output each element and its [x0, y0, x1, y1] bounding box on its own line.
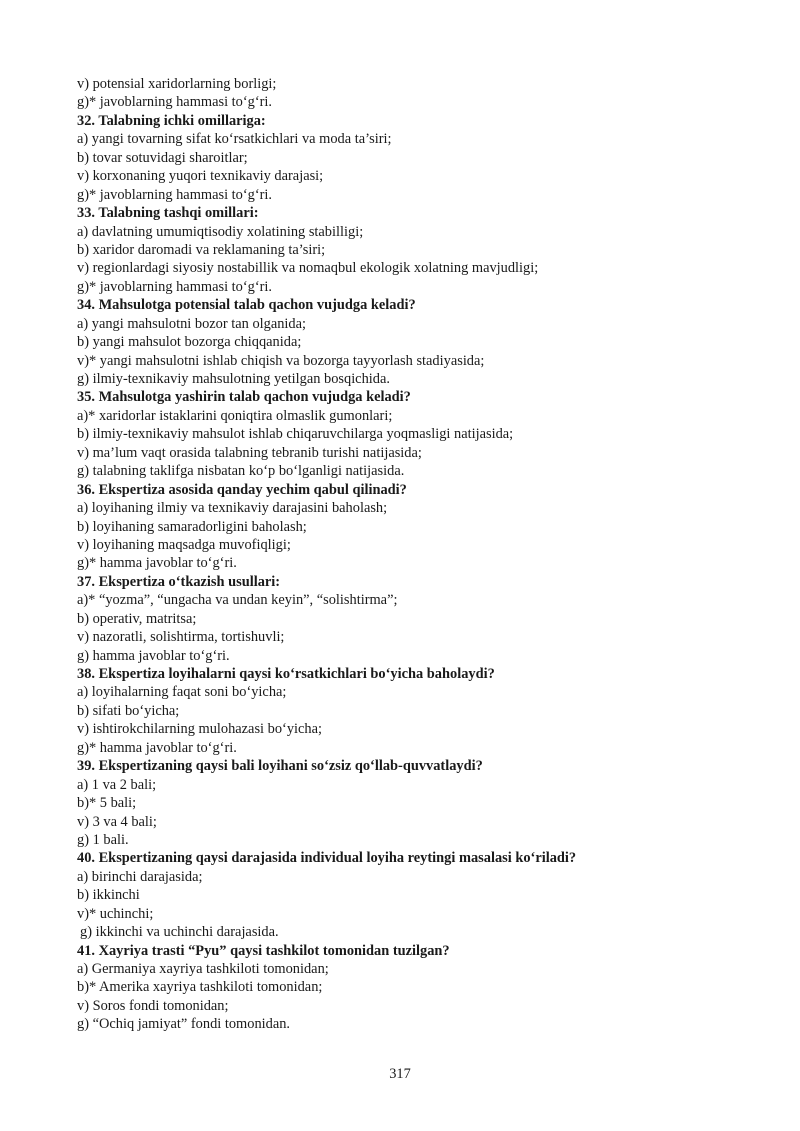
question-heading: 38. Ekspertiza loyihalarni qaysi ko‘rsatkichlari bo‘yicha baholaydi? — [77, 666, 495, 682]
question-heading: 35. Mahsulotga yashirin talab qachon vujudga keladi? — [77, 389, 411, 406]
answer-option: v)* uchinchi; — [77, 905, 154, 922]
answer-option: b)* 5 bali; — [77, 795, 137, 812]
answer-option: v) korxonaning yuqori texnikaviy darajasi; — [77, 168, 324, 185]
page-number: 317 — [389, 1066, 411, 1082]
answer-option: g) hamma javoblar to‘g‘ri. — [77, 647, 230, 664]
answer-option: v) potensial xaridorlarning borligi; — [77, 76, 277, 92]
answer-option: g)* hamma javoblar to‘g‘ri. — [77, 739, 237, 756]
answer-option: g)* javoblarning hammasi to‘g‘ri. — [77, 94, 273, 111]
answer-option: g) ikkinchi va uchinchi darajasida. — [80, 924, 279, 941]
answer-option: a) davlatning umumiqtisodiy xolatining stabilligi; — [77, 223, 364, 240]
answer-option: b) tovar sotuvidagi sharoitlar; — [77, 149, 248, 166]
question-heading: 40. Ekspertizaning qaysi darajasida individual loyiha reytingi masalasi ko‘riladi? — [77, 850, 577, 867]
answer-option: a) birinchi darajasida; — [77, 868, 203, 885]
document-page — [77, 75, 757, 1034]
answer-option: v) Soros fondi tomonidan; — [77, 997, 229, 1014]
question-heading: 36. Ekspertiza asosida qanday yechim qabul qilinadi? — [77, 481, 407, 498]
answer-option: v) ishtirokchilarning mulohazasi bo‘yicha; — [77, 721, 322, 738]
answer-option: b)* Amerika xayriya tashkiloti tomonidan; — [77, 979, 323, 996]
answer-option: g)* javoblarning hammasi to‘g‘ri. — [77, 278, 273, 295]
question-heading: 33. Talabning tashqi omillari: — [77, 205, 259, 222]
answer-option: g) 1 bali. — [77, 831, 129, 848]
answer-option: a) 1 va 2 bali; — [77, 776, 157, 793]
answer-option: b) operativ, matritsa; — [77, 610, 197, 627]
answer-option: v) regionlardagi siyosiy nostabillik va nomaqbul ekologik xolatning mavjudligi; — [77, 260, 539, 277]
answer-option: b) xaridor daromadi va reklamaning ta’siri; — [77, 241, 326, 258]
answer-option: b) ikkinchi — [77, 887, 140, 904]
answer-option: v) loyihaning maqsadga muvofiqligi; — [77, 536, 291, 553]
question-heading: 41. Xayriya trasti “Pyu” qaysi tashkilot tomonidan tuzilgan? — [77, 942, 450, 959]
answer-option: b) yangi mahsulot bozorga chiqqanida; — [77, 334, 302, 351]
answer-option: a) yangi mahsulotni bozor tan olganida; — [77, 315, 306, 332]
answer-option: v) 3 va 4 bali; — [77, 813, 157, 830]
answer-option: a) Germaniya xayriya tashkiloti tomonidan; — [77, 961, 329, 977]
answer-option: g) ilmiy-texnikaviy mahsulotning yetilgan bosqichida. — [77, 371, 390, 387]
answer-option: v) nazoratli, solishtirma, tortishuvli; — [77, 629, 285, 646]
answer-option: b) ilmiy-texnikaviy mahsulot ishlab chiqaruvchilarga yoqmasligi natijasida; — [77, 426, 514, 443]
question-heading: 34. Mahsulotga potensial talab qachon vujudga keladi? — [77, 297, 416, 314]
document-body — [77, 75, 757, 1034]
answer-option: a) loyihaning ilmiy va texnikaviy darajasini baholash; — [77, 500, 388, 517]
answer-option: b) loyihaning samaradorligini baholash; — [77, 518, 307, 535]
answer-option: a) yangi tovarning sifat ko‘rsatkichlari va moda ta’siri; — [77, 131, 392, 148]
answer-option: v) ma’lum vaqt orasida talabning tebranib turishi natijasida; — [77, 444, 422, 461]
answer-option: v)* yangi mahsulotni ishlab chiqish va bozorga tayyorlash stadiyasida; — [77, 352, 485, 369]
answer-option: g)* javoblarning hammasi to‘g‘ri. — [77, 186, 273, 203]
answer-option: a)* xaridorlar istaklarini qoniqtira olmaslik gumonlari; — [77, 407, 393, 424]
question-heading: 32. Talabning ichki omillariga: — [77, 112, 266, 129]
answer-option: g) talabning taklifga nisbatan ko‘p bo‘lganligi natijasida. — [77, 463, 405, 480]
answer-option: a)* “yozma”, “ungacha va undan keyin”, “solishtirma”; — [77, 592, 398, 609]
answer-option: a) loyihalarning faqat soni bo‘yicha; — [77, 684, 287, 701]
question-heading: 39. Ekspertizaning qaysi bali loyihani so‘zsiz qo‘llab-quvvatlaydi? — [77, 758, 483, 775]
question-heading: 37. Ekspertiza o‘tkazish usullari: — [77, 573, 281, 590]
answer-option: g)* hamma javoblar to‘g‘ri. — [77, 555, 237, 572]
answer-option: g) “Ochiq jamiyat” fondi tomonidan. — [77, 1016, 291, 1033]
answer-option: b) sifati bo‘yicha; — [77, 702, 180, 719]
